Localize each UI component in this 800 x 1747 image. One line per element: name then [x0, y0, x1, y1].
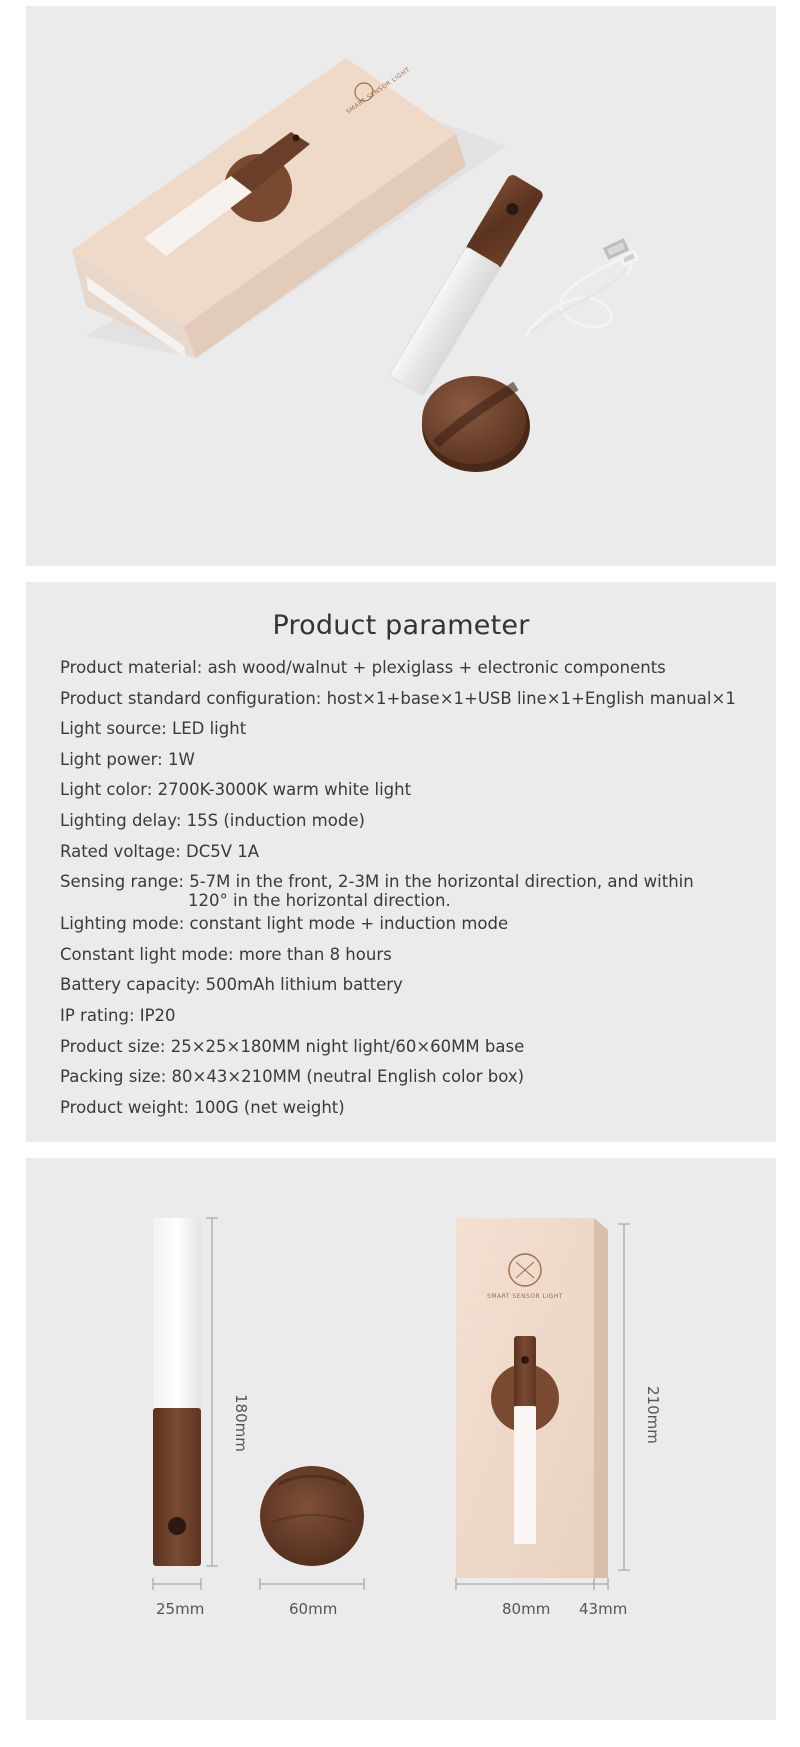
param-row: IP rating: IP20 [60, 1005, 176, 1025]
box-height-label: 210mm [644, 1386, 662, 1444]
base-diameter-label: 60mm [289, 1600, 338, 1618]
params-list [60, 658, 760, 1128]
dims-box-brand: SMART SENSOR LIGHT [486, 1293, 564, 1300]
param-row: Constant light mode: more than 8 hours [60, 944, 392, 964]
param-row: Battery capacity: 500mAh lithium battery [60, 975, 403, 995]
param-row: Light power: 1W [60, 749, 195, 769]
param-row: Product size: 25×25×180MM night light/60×60MM base [60, 1036, 525, 1056]
dims-light-width-line [153, 1578, 201, 1590]
parameters-panel [26, 582, 776, 1142]
dimensions-panel [26, 1158, 776, 1720]
hero-product-photo [26, 6, 776, 566]
dims-box [456, 1218, 608, 1578]
hero-base [422, 376, 530, 472]
dims-box-width-line [456, 1578, 608, 1590]
param-row: Product material: ash wood/walnut + plexiglass + electronic components [60, 658, 666, 677]
param-row: Light color: 2700K-3000K warm white light [60, 780, 412, 800]
param-row: Lighting delay: 15S (induction mode) [60, 810, 365, 830]
light-width-label: 25mm [156, 1600, 205, 1618]
param-row: Lighting mode: constant light mode + induction mode [60, 914, 509, 934]
dims-base-width-line [260, 1578, 364, 1590]
dims-light-bar [153, 1218, 201, 1566]
hero-box-brand: SMART SENSOR LIGHT [345, 66, 412, 116]
param-row: Product weight: 100G (net weight) [60, 1097, 345, 1117]
hero-box [72, 58, 466, 358]
params-title: Product parameter [272, 610, 530, 641]
box-width-label: 80mm [502, 1600, 551, 1618]
param-row: Packing size: 80×43×210MM (neutral English color box) [60, 1067, 525, 1087]
dimensions-illustration [26, 1158, 776, 1720]
light-height-label: 180mm [232, 1394, 250, 1452]
dims-box-height-line [618, 1224, 630, 1570]
dims-base [260, 1466, 364, 1566]
param-row: Rated voltage: DC5V 1A [60, 841, 260, 861]
param-row: Product standard configuration: host×1+base×1+USB line×1+English manual×1 [60, 688, 736, 708]
box-depth-label: 43mm [579, 1600, 628, 1618]
param-row: Sensing range: 5-7M in the front, 2-3M in the horizontal direction, and within 120° in the horizontal direction. [60, 872, 694, 911]
dims-light-height-line [206, 1218, 218, 1566]
hero-usb-cable [526, 240, 637, 336]
param-row: Light source: LED light [60, 719, 247, 739]
hero-illustration [26, 6, 776, 566]
